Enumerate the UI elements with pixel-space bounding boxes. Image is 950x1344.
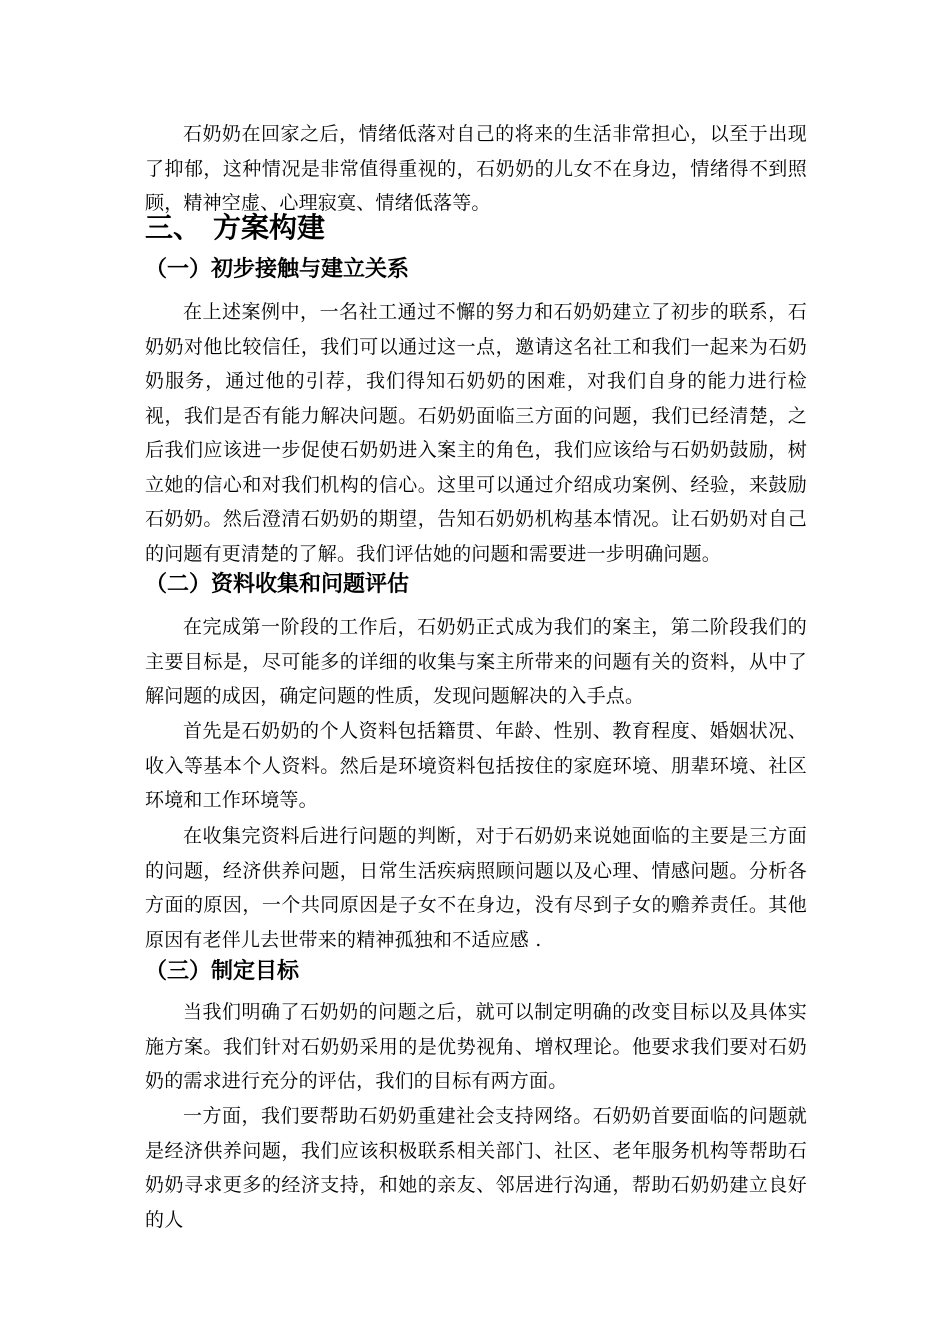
section-title: 方案构建 [213, 211, 326, 244]
subsection-heading-2: （二）资料收集和问题评估 [145, 572, 410, 597]
paragraph-collection: 在完成第一阶段的工作后，石奶奶正式成为我们的案主，第二阶段我们的主要目标是，尽可能多的详细的收集与案主所带来的问题有关的资料，从中了解问题的成因，确定问题的性质，发现问题解决的入手点。 [145, 616, 807, 707]
paragraph-assessment: 在收集完资料后进行问题的判断，对于石奶奶来说她面临的主要是三方面的问题，经济供养问题，日常生活疾病照顾问题以及心理、情感问题。分析各方面的原因，一个共同原因是子女不在身边，没有尽到子女的赡养责任。其他原因有老伴儿去世带来的精神孤独和不适应感 . [145, 825, 807, 951]
section-heading [145, 210, 325, 246]
section-number: 三、 [145, 211, 202, 244]
paragraph-intro: 石奶奶在回家之后，情绪低落对自己的将来的生活非常担心，以至于出现了抑郁，这种情况是非常值得重视的，石奶奶的儿女不在身边，情绪得不到照顾，精神空虚、心理寂寞、情绪低落等。 [145, 123, 807, 214]
paragraph-support-network: 一方面，我们要帮助石奶奶重建社会支持网络。石奶奶首要面临的问题就是经济供养问题，我们应该积极联系相关部门、社区、老年服务机构等帮助石奶奶寻求更多的经济支持，和她的亲友、邻居进行沟通，帮助石奶奶建立良好的人 [145, 1105, 807, 1231]
subsection-heading-3: （三）制定目标 [145, 959, 300, 984]
paragraph-goals: 当我们明确了石奶奶的问题之后，就可以制定明确的改变目标以及具体实施方案。我们针对石奶奶采用的是优势视角、增权理论。他要求我们要对石奶奶的需求进行充分的评估，我们的目标有两方面。 [145, 1001, 807, 1092]
paragraph-personal-data: 首先是石奶奶的个人资料包括籍贯、年龄、性别、教育程度、婚姻状况、收入等基本个人资料。然后是环境资料包括按住的家庭环境、朋辈环境、社区环境和工作环境等。 [145, 720, 807, 811]
paragraph-contact: 在上述案例中，一名社工通过不懈的努力和石奶奶建立了初步的联系，石奶奶对他比较信任，我们可以通过这一点，邀请这名社工和我们一起来为石奶奶服务，通过他的引荐，我们得知石奶奶的困难，对我们自身的能力进行检视，我们是否有能力解决问题。石奶奶面临三方面的问题，我们已经清楚，之后我们应该进一步促使石奶奶进入案主的角色，我们应该给与石奶奶鼓励，树立她的信心和对我们机构的信心。这里可以通过介绍成功案例、经验，来鼓励石奶奶。然后澄清石奶奶的期望，告知石奶奶机构基本情况。让石奶奶对自己的问题有更清楚的了解。我们评估她的问题和需要进一步明确问题。 [145, 301, 807, 565]
subsection-heading-1: （一）初步接触与建立关系 [145, 257, 410, 282]
